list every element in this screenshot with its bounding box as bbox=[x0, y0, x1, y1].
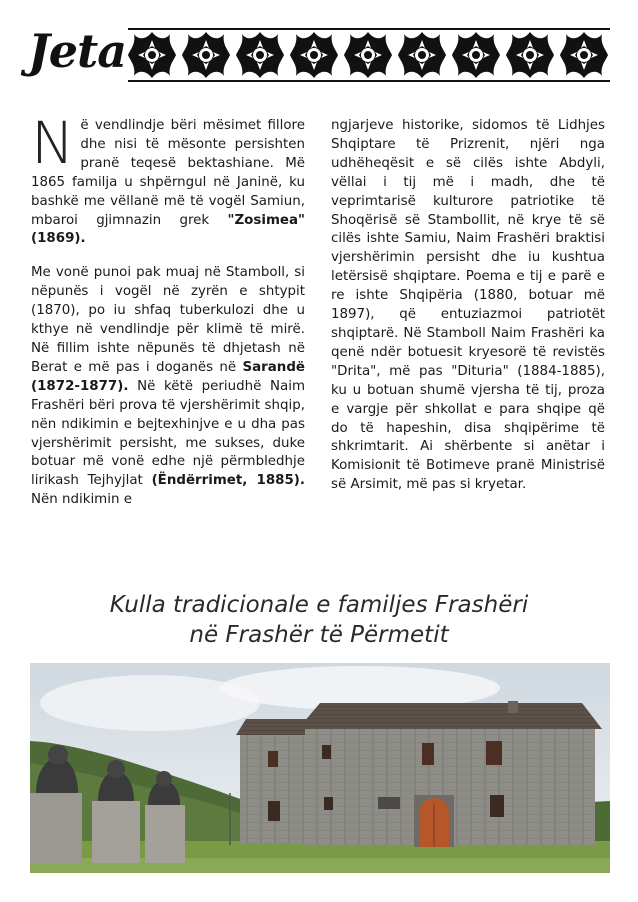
paragraph-1 bbox=[31, 109, 305, 249]
photo-illustration bbox=[30, 663, 610, 873]
paragraph-2-text-a: Me vonë punoi pak muaj në Stamboll, si nëpunës i vogël në zyrën e shtypit (1870), po iu shfaq tuberkulozi dhe u kthye në vendlindje për klimë të mirë. Në fillim ishte nëpunës të dhjetash në Berat e më pas i doganës në bbox=[31, 265, 305, 375]
caption-line-2: në Frashër të Përmetit bbox=[189, 622, 449, 648]
drop-cap: N bbox=[31, 109, 75, 177]
paragraph-2-text-b: Në këtë periudhë Naim Frashëri bëri prova të vjershërimit shqip, nën ndikimin e bejtexhinjve e u dha pas vjershërimit persisht, me sukses, duke botuar më vonë edhe një përmbledhje lirikash Tejhyjlat bbox=[31, 378, 305, 489]
article-right-column bbox=[331, 117, 605, 510]
paragraph-3: ngjarjeve historike, sidomos të Lidhjes Shqiptare të Prizrenit, njëri nga udhëheqësit e së cilës ishte Abdyli, vëllai i tij më i madh, dhe të veprimtarisë kulturore patriotike të Shoqërisë së Stambollit, në krye të së cilës ishte Samiu, Naim Frashëri braktisi vjershërimin persisht dhe iu kushtua letërsisë shqiptare. Poema e tij e parë e re ishte Shqipëria (1880, botuar më 1897), që entuziazmoi patriotët shqiptarë. Në Stamboll Naim Frashëri ka qenë ndër botuesit kryesorë të revistës "Drita", më pas "Dituria" (1884-1885), ku u botuan shumë vjersha të tij, proza e vargje për shkollat e para shqipe që do të hapeshin, disa shqipërime të shkrimtarit. Ai shërbente si anëtar i Komisionit të Botimeve pranë Ministrisë së Arsimit, më pas si kryetar. bbox=[331, 118, 605, 493]
page-header bbox=[28, 24, 610, 86]
paragraph-2-text-c: Nën ndikimin e bbox=[31, 492, 132, 508]
damask-ornament-band bbox=[128, 28, 610, 82]
paragraph-1-bold: "Zosimea" (1869). bbox=[31, 212, 305, 247]
paragraph-2 bbox=[31, 264, 305, 510]
frasheri-tower-photo bbox=[30, 663, 610, 873]
caption-line-1: Kulla tradicionale e familjes Frashëri bbox=[109, 592, 529, 618]
paragraph-1-text: ë vendlindje bëri mësimet fillore dhe nisi të mësonte persishten pranë teqesë bektashiane. Më 1865 familja u shpërngul në Janinë, ku bashkë me vëllanë më të vogël Samiun, mbaroi gjimnazin grek bbox=[31, 118, 305, 228]
article-left-column bbox=[31, 109, 305, 525]
brand-title: Jeta bbox=[28, 24, 127, 78]
paragraph-2-bold-a: Sarandë (1872-1877). bbox=[31, 359, 305, 394]
photo-caption bbox=[30, 590, 608, 650]
paragraph-2-bold-b: (Ëndërrimet, 1885). bbox=[151, 473, 305, 489]
